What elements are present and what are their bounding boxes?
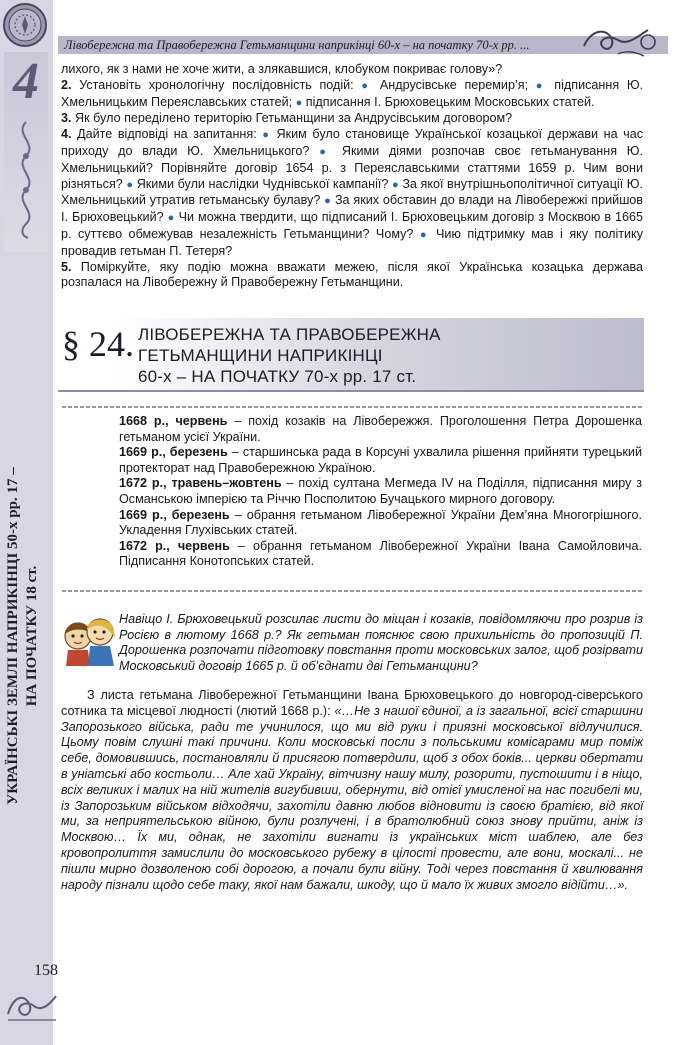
task-item: підписання І. Брюховецьким Московських статей. [305, 94, 595, 109]
header-ornament-icon [578, 22, 658, 62]
task-4 [61, 127, 643, 259]
task-3 [61, 111, 643, 127]
bullet-icon: ● [419, 228, 430, 241]
task-item: Якими були наслідки Чуднівської кампанії? [136, 176, 389, 191]
task-number: 4. [61, 127, 72, 142]
divider [62, 406, 642, 408]
chronology-text: – похід султана Мегмеда IV на Поділля, підписання миру з Османською імперією та Річчю Посполитою Бучацького мирного договору. [119, 476, 642, 506]
running-header: Лівобережна та Правобережна Гетьманщини наприкінці 60-х – на початку 70-х рр. ... [64, 38, 530, 52]
chronology-text: – обрання гетьманом Лівобережної України Дем’яна Многогрішного. Укладення Глухівських статей. [119, 507, 642, 538]
task-text: Установіть хронологічну послідовність подій: [79, 77, 354, 92]
task-number: 5. [61, 259, 72, 274]
task-item: За якої внутрішньополітичної ситуації Ю. Хмельницький утратив гетьманську булаву? [61, 176, 643, 208]
chronology-date: 1669 р., березень [119, 445, 228, 460]
source-paragraph [61, 688, 643, 893]
chronology-date: 1672 р., травень–жовтень [119, 476, 282, 491]
task-item: Чию підтримку мав і яку політику провадив гетьман П. Тетеря? [61, 226, 643, 258]
chronology-item [119, 445, 642, 476]
task-item: Яким було становище Української козацької держави на час приходу до влади Ю. Хмельницького? [61, 127, 644, 158]
chronology-date: 1672 р., червень [119, 538, 230, 553]
chronology-item [119, 508, 642, 539]
section-title [138, 324, 458, 387]
task-item: підписання Ю. Хмельницьким Переяславських статей; [61, 77, 644, 109]
task-1-continuation: лихого, як з нами не хоче жити, а злякавшися, клобуком покриває голову»? [61, 62, 503, 76]
bullet-icon: ● [392, 178, 399, 191]
historical-source [61, 688, 643, 893]
bullet-icon: ● [262, 129, 271, 142]
source-intro: З листа гетьмана Лівобережної Гетьманщини Івана Брюховецького до новгород-сіверського сотника та місцевої людності (лютий 1668 р.): [61, 688, 643, 718]
question-text: Навіщо І. Брюховецький розсилає листи до міщан і козаків, повідомляючи про розрив із Росією в лютому 1668 р.? Як гетьман пояснює свою прихильність до пропозицій П. Дорошенка розпочати підготовку повстання проти московських залог, щоб розірвати Московський договір 1665 р. й об’єднати дві Гетьманщини? [119, 612, 643, 673]
bullet-icon: ● [167, 212, 175, 225]
thinking-kids-icon [60, 606, 116, 668]
bullet-icon: ● [319, 145, 333, 158]
vertical-title-line-2: НА ПОЧАТКУ 18 ст. [24, 565, 40, 707]
section-title-line-3: 60-х – НА ПОЧАТКУ 70-х рр. 17 ст. [138, 367, 417, 386]
task-text: Як було переділено територію Гетьманщини за Андрусівським договором? [75, 111, 513, 126]
discussion-question [119, 612, 643, 674]
task-number: 3. [61, 111, 72, 126]
page-number: 158 [34, 962, 58, 979]
chronology-item [119, 476, 642, 507]
task-5 [61, 260, 643, 292]
vertical-title-line-1: УКРАЇНСЬКІ ЗЕМЛІ НАПРИКІНЦІ 50-х рр. 17 – [5, 467, 21, 805]
task-item: Андрусівське перемир’я; [379, 77, 529, 92]
bullet-icon: ● [361, 79, 373, 92]
chronology-date: 1669 р., березень [119, 507, 230, 522]
review-tasks [61, 62, 643, 291]
task-2 [61, 78, 643, 112]
coin-emblem-icon [2, 2, 48, 48]
task-text: Дайте відповіді на запитання: [77, 127, 257, 142]
chronology-list [119, 414, 642, 570]
corner-ornament-icon [4, 984, 60, 1024]
task-item: Чи можна твердити, що підписаний І. Брюховецьким договір з Москвою в 1665 р. суттєво обмежував незалежність Гетьманщини? Чому? [61, 210, 644, 241]
chronology-text: – похід козаків на Лівобережжя. Проголошення Петра Дорошенка гетьманом усієї України. [119, 414, 642, 444]
divider [62, 590, 642, 592]
task-item: За яких обставин до влади на Лівобережжі прийшов І. Брюховецький? [61, 193, 643, 225]
bullet-icon: ● [295, 96, 303, 109]
chapter-vertical-title [4, 280, 48, 992]
section-number: § 24. [62, 324, 134, 364]
chronology-text: – старшинська рада в Корсуні ухвалила рішення прийняти турецький протекторат над Правобережною Україною. [119, 445, 642, 475]
chronology-item [119, 414, 642, 445]
chronology-item [119, 539, 642, 570]
section-title-line-2: ГЕТЬМАНЩИНИ НАПРИКІНЦІ [138, 346, 383, 365]
chronology-date: 1668 р., червень [119, 414, 228, 428]
task-text: Поміркуйте, яку подію можна вважати межею, після якої Українська козацька держава розпалася на Лівобережну й Правобережну Гетьманщини. [61, 259, 644, 290]
source-quote: «…Не з нашої єдиної, а із загальної, всієї старшини Запорозького війська, ради те учинилося, що ми від руки і приязні московської відлучилися. Цьому повім слушні такі причини. Коли московські посли з польськими комісарами мир поміж себе, домовившись, постановляли й присягою потвердили, щоб з обох боків... церкви обертати в уніатські або костьоли… Але хай Україну, вітчизну нашу милу, розорити, пустошити і в ніщо, всіх великих і малих на ній жителів вигубивши, обернути, від отієї умисленої на нас погибелі ми, із Запорозьким військом відходячи, захотіли давню любов відновити із своєю братією, від якої ми, за неприятельською війною, були розлучені, і в братолюбний союз знову прийти, аніж із Москвою… Їх ми, однак, не захотіли вигнати із українських міст шаблею, але без кровопролиття замислили до московського рубежу в цілості провести, але вони, москалі... не пішли мирно дозволеною собі дорогою, а почали були війну. Тоді через повстання й хвилювання народу пізнали щодо себе таку, якої нам бажали, шкоду, що й мало їх живих змогло відійти…». [61, 703, 643, 892]
chapter-number: 4 [13, 53, 39, 110]
bullet-icon: ● [535, 79, 547, 92]
scroll-ornament-icon [10, 120, 42, 240]
chronology-text: – обрання гетьманом Лівобережної України Івана Самойловича. Підписання Конотопських статей. [119, 538, 642, 569]
bullet-icon: ● [126, 178, 134, 191]
task-number: 2. [61, 77, 72, 92]
section-title-line-1: ЛІВОБЕРЕЖНА ТА ПРАВОБЕРЕЖНА [138, 325, 441, 344]
bullet-icon: ● [324, 195, 332, 208]
task-item: Якими діями розпочав своє гетьманування Ю. Хмельницький? Порівняйте договір 1654 р. з Переяславськими статтями 1659 р. Чим вони різняться? [61, 143, 643, 191]
